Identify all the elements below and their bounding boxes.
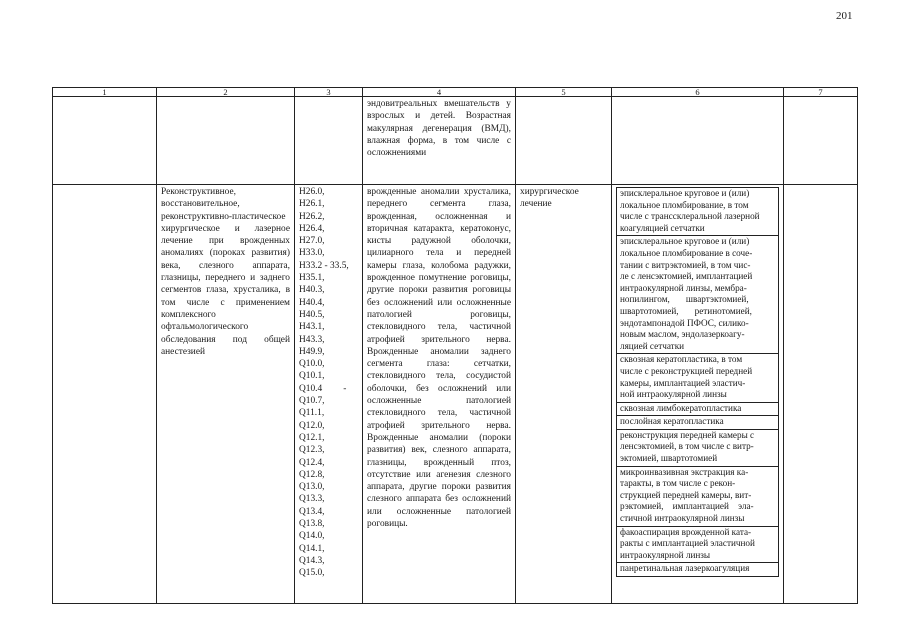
cell-empty <box>516 97 612 185</box>
table-row-main <box>53 185 858 604</box>
method-item: факоаспирация врожденной ката- ракты с имплантацией эластичной интраокулярной линзы <box>616 526 779 564</box>
cell-empty <box>784 97 858 185</box>
cell-methods <box>612 185 784 604</box>
treatment-type-text: Реконструктивное, восстановительное, реконструктивно-пластическое хирургическое и лазерное лечение при врожденных аномалиях (пороках развития) века, слезного аппарата, глазницы, переднего и заднего сегментов глаза, хрусталика, в том числе с применением комплексного офтальмологического обследования под общей анестезией <box>161 187 290 357</box>
method-item: панретинальная лазеркоагуляция <box>616 562 779 577</box>
cell-empty <box>53 97 157 185</box>
column-number: 5 <box>516 88 612 97</box>
cell-icd-codes <box>295 185 363 604</box>
cell-empty <box>157 97 295 185</box>
cell-empty <box>295 97 363 185</box>
column-number-row <box>53 88 858 97</box>
column-number: 7 <box>784 88 858 97</box>
method-item: микроинвазивная экстракция ка- таракты, в том числе с рекон- струкцией передней камеры, вит- рэктомией, имплантацией эла- стичной интраокулярной линзы <box>616 466 779 527</box>
method-item: реконструкция передней камеры с ленсэктомией, в том числе с витр- эктомией, швартотомией <box>616 429 779 467</box>
cell-treatment-type <box>157 185 295 604</box>
diagnosis-text: эндовитреальных вмешательств у взрослых и детей. Возрастная макулярная дегенерация (ВМД), влажная форма, в том числе с осложнениями <box>367 99 511 159</box>
column-number: 6 <box>612 88 784 97</box>
cell-empty <box>612 97 784 185</box>
method-item: эписклеральное круговое и (или) локальное пломбирование в соче- тании с витрэктомией, в том чис- ле с ленсэктомией, имплантацией интраокулярной линзы, мембра- нопилингом, швартэктомией, швартотомией, ретинотомией, эндотампонадой ПФОС, силико- новым маслом, эндолазеркоагу- ляцией сетчатки <box>616 235 779 354</box>
column-number: 2 <box>157 88 295 97</box>
page-number: 201 <box>836 10 853 22</box>
treatment-mode-text: хирургическое лечение <box>520 187 579 210</box>
table-row-continuation <box>53 97 858 185</box>
method-item: сквозная лимбокератопластика <box>616 402 779 417</box>
medical-table-sheet <box>52 87 857 604</box>
methods-list <box>612 185 783 577</box>
method-item: сквозная кератопластика, в том числе с реконструкцией передней камеры, имплантацией эластич- ной интраокулярной линзы <box>616 353 779 402</box>
column-number: 1 <box>53 88 157 97</box>
cell-treatment-mode <box>516 185 612 604</box>
icd-codes-list: H26.0, H26.1, H26.2, H26.4, H27.0, H33.0, H33.2 - 33.5, H35.1, H40.3, H40.4, H40.5, H43.1, H43.3, H49.9, Q10.0, Q10.1, Q10.4 - Q10.7, Q11.1, Q12.0, Q12.1, Q12.3, Q12.4, Q12.8, Q13.0, Q13.3, Q13.4, Q13.8, Q14.0, Q14.1, Q14.3, Q15.0, <box>299 187 349 579</box>
column-number: 3 <box>295 88 363 97</box>
cell-empty <box>784 185 858 604</box>
method-item: эписклеральное круговое и (или) локальное пломбирование, в том числе с транссклеральной лазерной коагуляцией сетчатки <box>616 187 779 236</box>
cell-empty <box>53 185 157 604</box>
method-item: послойная кератопластика <box>616 415 779 430</box>
cell-diagnosis <box>363 185 516 604</box>
cell-diagnosis <box>363 97 516 185</box>
column-number: 4 <box>363 88 516 97</box>
treatment-table <box>52 87 858 604</box>
diagnosis-text: врожденные аномалии хрусталика, переднего сегмента глаза, врожденная, осложненная и вторичная катаракта, кератоконус, кисты радужной оболочки, цилиарного тела и передней камеры глаза, колобома радужки, врожденное помутнение роговицы, другие пороки развития роговицы без осложнений или осложненные патологией роговицы, стекловидного тела, частичной атрофией зрительного нерва. Врожденные аномалии заднего сегмента глаза: сетчатки, стекловидного тела, сосудистой оболочки, без осложнений или осложненные патологией стекловидного тела, частичной атрофией зрительного нерва. Врожденные аномалии (пороки развития) век, слезного аппарата, глазницы, врожденный птоз, отсутствие или агенезия слезного аппарата, другие пороки развития слезного аппарата без осложнений или осложненные патологией роговицы. <box>367 187 511 530</box>
